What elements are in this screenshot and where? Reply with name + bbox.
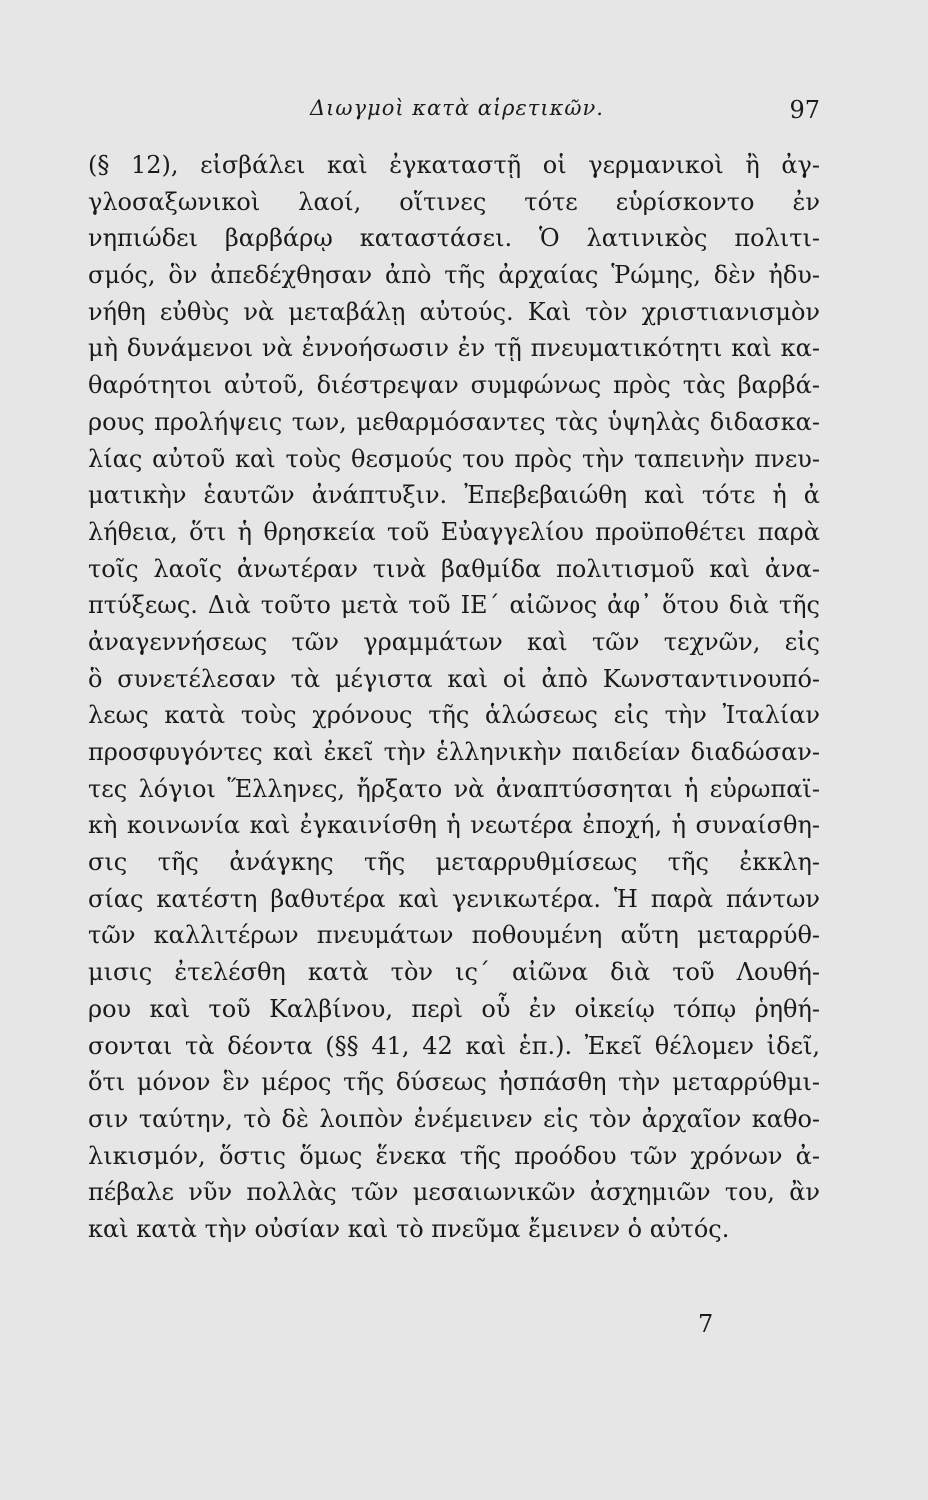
text-line: κὴ κοινωνία καὶ ἐγκαινίσθη ἡ νεωτέρα ἐποχή, ἡ συναίσθη- bbox=[88, 811, 820, 840]
text-line: τοῖς λαοῖς ἀνωτέραν τινὰ βαθμίδα πολιτισμοῦ καὶ ἀνα- bbox=[88, 554, 820, 583]
text-line: νηπιώδει βαρβάρῳ καταστάσει. Ὁ λατινικὸς πολιτι- bbox=[88, 224, 820, 253]
text-line: προσφυγόντες καὶ ἐκεῖ τὴν ἑλληνικὴν παιδείαν διαδώσαν- bbox=[88, 738, 820, 766]
text-line: σμός, ὃν ἀπεδέχθησαν ἀπὸ τῆς ἀρχαίας Ῥώμης, δὲν ἠδυ- bbox=[88, 261, 820, 290]
text-line: ρους προλήψεις των, μεθαρμόσαντες τὰς ὑψηλὰς διδασκα- bbox=[88, 407, 820, 436]
signature-mark: 7 bbox=[698, 1310, 714, 1338]
text-line: θαρότητοι αὐτοῦ, διέστρεψαν συμφώνως πρὸς τὰς βαρβά- bbox=[88, 371, 820, 400]
text-line: μισις ἐτελέσθη κατὰ τὸν ις΄ αἰῶνα διὰ τοῦ Λουθή- bbox=[88, 958, 820, 987]
text-line: ματικὴν ἑαυτῶν ἀνάπτυξιν. Ἐπεβεβαιώθη καὶ τότε ἡ ἀ bbox=[88, 481, 820, 510]
text-line: λεως κατὰ τοὺς χρόνους τῆς ἁλώσεως εἰς τὴν Ἰταλίαν bbox=[88, 701, 820, 730]
text-line: πέβαλε νῦν πολλὰς τῶν μεσαιωνικῶν ἀσχημιῶν του, ἂν bbox=[88, 1178, 820, 1207]
text-line: ὅτι μόνον ἓν μέρος τῆς δύσεως ἠσπάσθη τὴν μεταρρύθμι- bbox=[88, 1068, 820, 1097]
text-line: ὃ συνετέλεσαν τὰ μέγιστα καὶ οἱ ἀπὸ Κωνσταντινουπό- bbox=[88, 664, 820, 693]
text-line: τες λόγιοι Ἕλληνες, ἤρξατο νὰ ἀναπτύσσηται ἡ εὐρωπαϊ- bbox=[88, 774, 820, 803]
text-line: νήθη εὐθὺς νὰ μεταβάλῃ αὐτούς. Καὶ τὸν χριστιανισμὸν bbox=[88, 297, 820, 326]
page-header bbox=[88, 96, 820, 128]
text-line: γλοσαξωνικοὶ λαοί, οἵτινες τότε εὑρίσκοντο ἐν bbox=[88, 187, 820, 216]
text-line: σίας κατέστη βαθυτέρα καὶ γενικωτέρα. Ἡ παρὰ πάντων bbox=[88, 884, 820, 913]
text-line: ἀναγεννήσεως τῶν γραμμάτων καὶ τῶν τεχνῶν, εἰς bbox=[88, 627, 820, 656]
text-line: ρου καὶ τοῦ Καλβίνου, περὶ οὗ ἐν οἰκείῳ τόπῳ ῥηθή- bbox=[88, 994, 820, 1023]
text-line: σιν ταύτην, τὸ δὲ λοιπὸν ἐνέμεινεν εἰς τὸν ἀρχαῖον καθο- bbox=[88, 1104, 820, 1133]
body-text bbox=[88, 147, 820, 1248]
text-line: σονται τὰ δέοντα (§§ 41, 42 καὶ ἑπ.). Ἐκεῖ θέλομεν ἰδεῖ, bbox=[88, 1031, 820, 1060]
page-number: 97 bbox=[789, 96, 820, 124]
text-line: λήθεια, ὅτι ἡ θρησκεία τοῦ Εὐαγγελίου προϋποθέτει παρὰ bbox=[88, 517, 820, 546]
text-line: λικισμόν, ὅστις ὅμως ἕνεκα τῆς προόδου τῶν χρόνων ἀ- bbox=[88, 1141, 820, 1170]
text-line: καὶ κατὰ τὴν οὐσίαν καὶ τὸ πνεῦμα ἔμεινεν ὁ αὐτός. bbox=[88, 1214, 730, 1243]
running-head: Διωγμοὶ κατὰ αἱρετικῶν. bbox=[310, 96, 604, 120]
text-line: λίας αὐτοῦ καὶ τοὺς θεσμούς του πρὸς τὴν ταπεινὴν πνευ- bbox=[88, 444, 820, 473]
text-line: μὴ δυνάμενοι νὰ ἐννοήσωσιν ἐν τῇ πνευματικότητι καὶ κα- bbox=[88, 334, 820, 363]
text-line: πτύξεως. Διὰ τοῦτο μετὰ τοῦ ΙΕ΄ αἰῶνος ἀφ᾿ ὅτου διὰ τῆς bbox=[88, 591, 820, 620]
text-line: τῶν καλλιτέρων πνευμάτων ποθουμένη αὕτη μεταρρύθ- bbox=[88, 921, 820, 950]
text-line: σις τῆς ἀνάγκης τῆς μεταρρυθμίσεως τῆς ἐκκλη- bbox=[88, 848, 820, 877]
text-line: (§ 12), εἰσβάλει καὶ ἐγκαταστῇ οἱ γερμανικοὶ ἢ ἀγ- bbox=[88, 151, 820, 179]
